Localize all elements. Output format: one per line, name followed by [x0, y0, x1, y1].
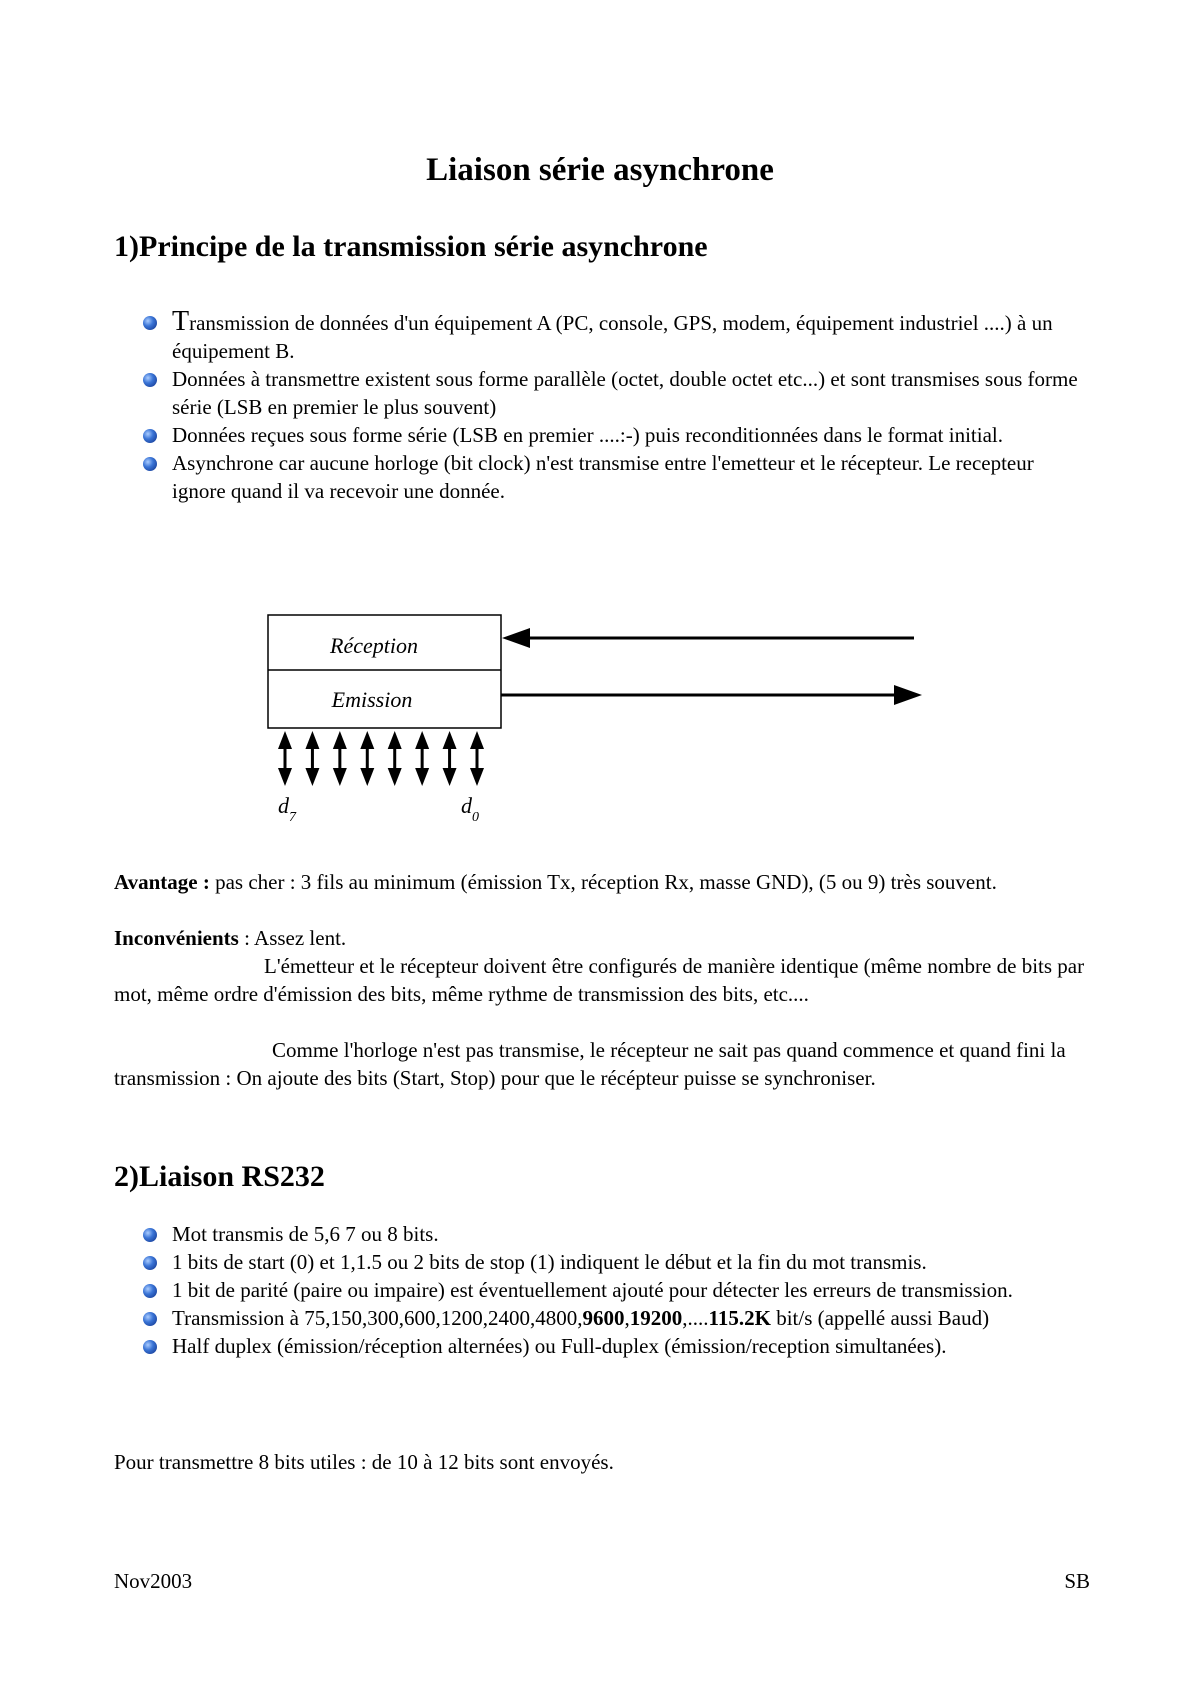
- d7-label: $d_7$: [278, 793, 296, 825]
- list-item-text: Half duplex (émission/réception alternées) ou Full-duplex (émission/reception simultanées).: [172, 1334, 947, 1358]
- section-1-bullet-list: [172, 308, 1092, 505]
- list-item: [172, 1276, 1092, 1304]
- inconvenients-text: : Assez lent.: [238, 926, 347, 950]
- avantage-text: pas cher : 3 fils au minimum (émission Tx, réception Rx, masse GND), (5 ou 9) très souvent.: [209, 870, 997, 894]
- serial-interface-diagram: [0, 600, 1200, 840]
- bit-arrow: [360, 731, 374, 786]
- list-item-text: Données à transmettre existent sous forme parallèle (octet, double octet etc...) et sont transmises sous forme série (LSB en premier le plus souvent): [172, 367, 1078, 419]
- list-item: [172, 1332, 1092, 1360]
- bullet-icon: [143, 429, 157, 443]
- list-item: [172, 365, 1092, 421]
- list-item: [172, 1304, 1092, 1332]
- data-bit-lines: [278, 731, 484, 786]
- speed-separator: ,: [624, 1306, 630, 1330]
- list-item: [172, 1220, 1092, 1248]
- speed-ellipsis: ,....: [682, 1306, 709, 1330]
- drop-cap: T: [172, 306, 190, 337]
- inconvenients-config-paragraph: L'émetteur et le récepteur doivent être configurés de manière identique (même nombre de bits par mot, même ordre d'émission des bits, même rythme de transmission des bits, etc....: [114, 954, 1085, 1006]
- footer-author: SB: [1064, 1569, 1090, 1593]
- list-item-text: 1 bit de parité (paire ou impaire) est éventuellement ajouté pour détecter les erreurs de transmission.: [172, 1278, 1013, 1302]
- emission-label: Emission: [331, 687, 413, 712]
- footer-date: Nov2003: [114, 1569, 193, 1593]
- bit-arrow: [443, 731, 457, 786]
- bullet-icon: [143, 1340, 157, 1354]
- bullet-icon: [143, 316, 157, 330]
- bit-arrow: [305, 731, 319, 786]
- bullet-icon: [143, 1284, 157, 1298]
- bullet-icon: [143, 1312, 157, 1326]
- avantage-label: Avantage :: [114, 870, 210, 894]
- list-item: [172, 1248, 1092, 1276]
- list-item: [172, 308, 1092, 365]
- list-item-text: Données reçues sous forme série (LSB en premier ....:-) puis reconditionnées dans le format initial.: [172, 423, 1004, 447]
- bullet-icon: [143, 457, 157, 471]
- conclusion-text: Pour transmettre 8 bits utiles : de 10 à 12 bits sont envoyés.: [114, 1450, 614, 1474]
- bit-arrow: [415, 731, 429, 786]
- speed-text: Transmission à 75,150,300,600,1200,2400,4800,: [172, 1306, 583, 1330]
- section-1-heading: 1)Principe de la transmission série asynchrone: [114, 230, 708, 263]
- section-2-heading: 2)Liaison RS232: [114, 1160, 325, 1193]
- reception-arrow: [502, 628, 914, 648]
- list-item: [172, 421, 1092, 449]
- list-item-text: ransmission de données d'un équipement A (PC, console, GPS, modem, équipement industriel ....) à un équipement B.: [172, 311, 1053, 363]
- inconvenients-clock-paragraph: Comme l'horloge n'est pas transmise, le récepteur ne sait pas quand commence et quand fini la transmission : On ajoute des bits (Start, Stop) pour que le récépteur puisse se synchroniser.: [114, 1038, 1066, 1090]
- inconvenients-label: Inconvénients: [114, 926, 239, 950]
- speed-19200: 19200: [629, 1306, 683, 1330]
- speed-9600: 9600: [582, 1306, 625, 1330]
- list-item: [172, 449, 1092, 505]
- bit-arrow: [333, 731, 347, 786]
- emission-arrow: [501, 685, 922, 705]
- bullet-icon: [143, 373, 157, 387]
- inconvenients-paragraph: [114, 924, 1094, 952]
- bullet-icon: [143, 1228, 157, 1242]
- list-item-text: Mot transmis de 5,6 7 ou 8 bits.: [172, 1222, 439, 1246]
- bit-arrow: [388, 731, 402, 786]
- speed-115k: 115.2K: [708, 1306, 771, 1330]
- page-title: Liaison série asynchrone: [426, 152, 774, 188]
- avantage-paragraph: [114, 868, 1094, 896]
- speed-suffix: bit/s (appellé aussi Baud): [770, 1306, 990, 1330]
- list-item-text: 1 bits de start (0) et 1,1.5 ou 2 bits de stop (1) indiquent le début et la fin du mot transmis.: [172, 1250, 927, 1274]
- list-item-text: Asynchrone car aucune horloge (bit clock) n'est transmise entre l'emetteur et le récepteur. Le recepteur ignore quand il va recevoir une donnée.: [172, 451, 1034, 503]
- bit-arrow: [470, 731, 484, 786]
- bullet-icon: [143, 1256, 157, 1270]
- section-2-bullet-list: [172, 1220, 1092, 1360]
- reception-label: Réception: [330, 633, 418, 658]
- bit-arrow: [278, 731, 292, 786]
- d0-label: $d_0$: [461, 793, 479, 825]
